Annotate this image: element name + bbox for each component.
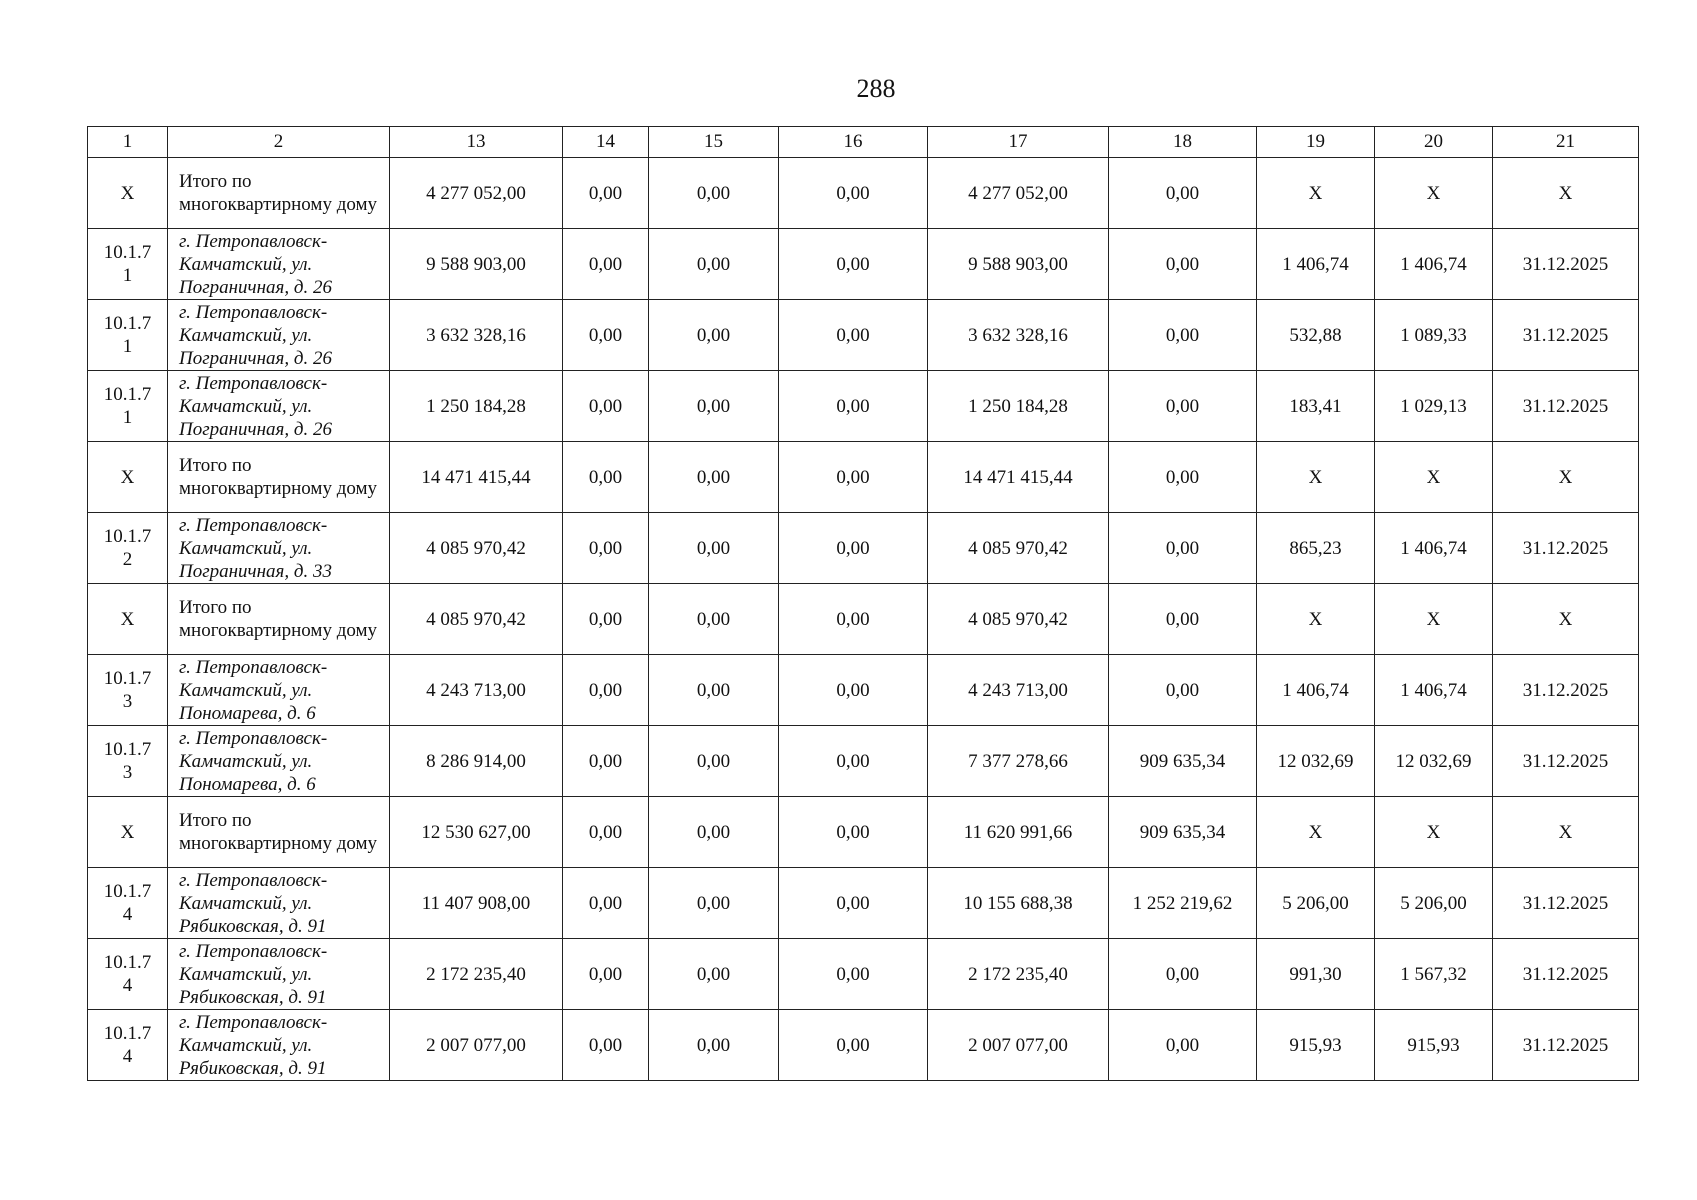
header-cell: 20 bbox=[1375, 127, 1493, 158]
value-cell: 0,00 bbox=[563, 442, 649, 513]
value-cell: 991,30 bbox=[1257, 939, 1375, 1010]
value-cell: 9 588 903,00 bbox=[390, 229, 563, 300]
value-cell: 0,00 bbox=[563, 726, 649, 797]
value-cell: 1 250 184,28 bbox=[390, 371, 563, 442]
value-cell: 0,00 bbox=[649, 1010, 779, 1081]
value-cell: 3 632 328,16 bbox=[928, 300, 1109, 371]
value-cell: X bbox=[1257, 584, 1375, 655]
value-cell: 31.12.2025 bbox=[1493, 371, 1639, 442]
value-cell: 532,88 bbox=[1257, 300, 1375, 371]
value-cell: 0,00 bbox=[649, 584, 779, 655]
value-cell: 0,00 bbox=[779, 797, 928, 868]
value-cell: 4 277 052,00 bbox=[390, 158, 563, 229]
value-cell: 4 243 713,00 bbox=[928, 655, 1109, 726]
table-row bbox=[88, 229, 1639, 300]
value-cell: 4 085 970,42 bbox=[390, 584, 563, 655]
value-cell: 0,00 bbox=[1109, 300, 1257, 371]
value-cell: 12 032,69 bbox=[1257, 726, 1375, 797]
header-row bbox=[88, 127, 1639, 158]
value-cell: 5 206,00 bbox=[1375, 868, 1493, 939]
value-cell: X bbox=[1493, 797, 1639, 868]
address-cell: г. Петропавловск-Камчатский, ул. Пономарева, д. 6 bbox=[168, 655, 390, 726]
value-cell: 0,00 bbox=[649, 229, 779, 300]
address-cell: г. Петропавловск-Камчатский, ул. Пограничная, д. 26 bbox=[168, 229, 390, 300]
value-cell: 2 172 235,40 bbox=[390, 939, 563, 1010]
page-number: 288 bbox=[856, 74, 896, 103]
table-row bbox=[88, 1010, 1639, 1081]
value-cell: 0,00 bbox=[649, 442, 779, 513]
address-cell: г. Петропавловск-Камчатский, ул. Рябиковская, д. 91 bbox=[168, 939, 390, 1010]
value-cell: 0,00 bbox=[649, 158, 779, 229]
value-cell: 0,00 bbox=[779, 584, 928, 655]
value-cell: 0,00 bbox=[779, 371, 928, 442]
value-cell: 0,00 bbox=[563, 939, 649, 1010]
value-cell: X bbox=[1375, 442, 1493, 513]
value-cell: 0,00 bbox=[779, 300, 928, 371]
value-cell: 9 588 903,00 bbox=[928, 229, 1109, 300]
value-cell: 0,00 bbox=[649, 513, 779, 584]
value-cell: 11 407 908,00 bbox=[390, 868, 563, 939]
value-cell: 10 155 688,38 bbox=[928, 868, 1109, 939]
total-row bbox=[88, 584, 1639, 655]
value-cell: 0,00 bbox=[779, 1010, 928, 1081]
value-cell: 2 007 077,00 bbox=[928, 1010, 1109, 1081]
index-cell: 10.1.7 4 bbox=[88, 868, 168, 939]
value-cell: 4 085 970,42 bbox=[390, 513, 563, 584]
header-cell: 14 bbox=[563, 127, 649, 158]
value-cell: 31.12.2025 bbox=[1493, 229, 1639, 300]
value-cell: 0,00 bbox=[563, 655, 649, 726]
value-cell: X bbox=[1375, 584, 1493, 655]
value-cell: 31.12.2025 bbox=[1493, 726, 1639, 797]
value-cell: 0,00 bbox=[563, 868, 649, 939]
index-cell: 10.1.7 4 bbox=[88, 1010, 168, 1081]
header-cell: 13 bbox=[390, 127, 563, 158]
header-cell: 16 bbox=[779, 127, 928, 158]
address-cell: г. Петропавловск-Камчатский, ул. Рябиковская, д. 91 bbox=[168, 868, 390, 939]
value-cell: 0,00 bbox=[563, 513, 649, 584]
value-cell: 2 172 235,40 bbox=[928, 939, 1109, 1010]
total-row bbox=[88, 442, 1639, 513]
value-cell: 0,00 bbox=[563, 158, 649, 229]
value-cell: 0,00 bbox=[563, 229, 649, 300]
value-cell: 4 085 970,42 bbox=[928, 584, 1109, 655]
value-cell: X bbox=[1257, 158, 1375, 229]
value-cell: 909 635,34 bbox=[1109, 726, 1257, 797]
value-cell: 0,00 bbox=[1109, 371, 1257, 442]
value-cell: 4 085 970,42 bbox=[928, 513, 1109, 584]
table-row bbox=[88, 300, 1639, 371]
value-cell: 1 567,32 bbox=[1375, 939, 1493, 1010]
value-cell: 0,00 bbox=[649, 655, 779, 726]
address-cell: г. Петропавловск-Камчатский, ул. Пономарева, д. 6 bbox=[168, 726, 390, 797]
value-cell: X bbox=[1257, 797, 1375, 868]
value-cell: 5 206,00 bbox=[1257, 868, 1375, 939]
value-cell: 0,00 bbox=[563, 300, 649, 371]
value-cell: 1 406,74 bbox=[1375, 655, 1493, 726]
header-cell: 18 bbox=[1109, 127, 1257, 158]
header-cell: 21 bbox=[1493, 127, 1639, 158]
header-cell: 1 bbox=[88, 127, 168, 158]
value-cell: 915,93 bbox=[1257, 1010, 1375, 1081]
index-cell: 10.1.7 4 bbox=[88, 939, 168, 1010]
value-cell: 7 377 278,66 bbox=[928, 726, 1109, 797]
table-row bbox=[88, 513, 1639, 584]
value-cell: 0,00 bbox=[1109, 158, 1257, 229]
value-cell: 3 632 328,16 bbox=[390, 300, 563, 371]
value-cell: 2 007 077,00 bbox=[390, 1010, 563, 1081]
value-cell: 31.12.2025 bbox=[1493, 939, 1639, 1010]
total-label-cell: Итого по многоквартирному дому bbox=[168, 442, 390, 513]
value-cell: 0,00 bbox=[563, 797, 649, 868]
value-cell: 0,00 bbox=[1109, 939, 1257, 1010]
value-cell: 31.12.2025 bbox=[1493, 655, 1639, 726]
value-cell: 0,00 bbox=[649, 797, 779, 868]
value-cell: 1 250 184,28 bbox=[928, 371, 1109, 442]
value-cell: 1 089,33 bbox=[1375, 300, 1493, 371]
value-cell: 0,00 bbox=[649, 371, 779, 442]
header-cell: 2 bbox=[168, 127, 390, 158]
value-cell: 0,00 bbox=[563, 584, 649, 655]
address-cell: г. Петропавловск-Камчатский, ул. Пограничная, д. 33 bbox=[168, 513, 390, 584]
table-body bbox=[88, 127, 1639, 1081]
value-cell: 915,93 bbox=[1375, 1010, 1493, 1081]
value-cell: 31.12.2025 bbox=[1493, 868, 1639, 939]
value-cell: 0,00 bbox=[1109, 513, 1257, 584]
value-cell: 909 635,34 bbox=[1109, 797, 1257, 868]
value-cell: 14 471 415,44 bbox=[390, 442, 563, 513]
value-cell: 0,00 bbox=[649, 726, 779, 797]
value-cell: 0,00 bbox=[649, 939, 779, 1010]
value-cell: 0,00 bbox=[779, 513, 928, 584]
value-cell: 0,00 bbox=[779, 655, 928, 726]
address-cell: г. Петропавловск-Камчатский, ул. Пограничная, д. 26 bbox=[168, 371, 390, 442]
total-label-cell: Итого по многоквартирному дому bbox=[168, 158, 390, 229]
value-cell: 0,00 bbox=[1109, 442, 1257, 513]
value-cell: 1 406,74 bbox=[1375, 229, 1493, 300]
value-cell: 0,00 bbox=[1109, 1010, 1257, 1081]
table-row bbox=[88, 371, 1639, 442]
value-cell: 0,00 bbox=[563, 1010, 649, 1081]
total-label-cell: Итого по многоквартирному дому bbox=[168, 797, 390, 868]
index-cell: 10.1.7 1 bbox=[88, 371, 168, 442]
index-cell: 10.1.7 3 bbox=[88, 726, 168, 797]
value-cell: 0,00 bbox=[1109, 655, 1257, 726]
address-cell: г. Петропавловск-Камчатский, ул. Рябиковская, д. 91 bbox=[168, 1010, 390, 1081]
total-row bbox=[88, 158, 1639, 229]
value-cell: 0,00 bbox=[779, 229, 928, 300]
table-row bbox=[88, 655, 1639, 726]
table-row bbox=[88, 939, 1639, 1010]
value-cell: X bbox=[1493, 442, 1639, 513]
value-cell: 1 406,74 bbox=[1375, 513, 1493, 584]
index-cell: 10.1.7 1 bbox=[88, 300, 168, 371]
index-cell: 10.1.7 1 bbox=[88, 229, 168, 300]
value-cell: X bbox=[1375, 797, 1493, 868]
index-cell: 10.1.7 3 bbox=[88, 655, 168, 726]
value-cell: 0,00 bbox=[779, 939, 928, 1010]
value-cell: 8 286 914,00 bbox=[390, 726, 563, 797]
value-cell: 4 243 713,00 bbox=[390, 655, 563, 726]
index-cell: 10.1.7 2 bbox=[88, 513, 168, 584]
value-cell: 31.12.2025 bbox=[1493, 300, 1639, 371]
value-cell: 0,00 bbox=[779, 442, 928, 513]
index-cell: X bbox=[88, 442, 168, 513]
value-cell: 1 406,74 bbox=[1257, 229, 1375, 300]
header-cell: 15 bbox=[649, 127, 779, 158]
value-cell: 183,41 bbox=[1257, 371, 1375, 442]
value-cell: 0,00 bbox=[1109, 229, 1257, 300]
value-cell: 0,00 bbox=[649, 868, 779, 939]
total-label-cell: Итого по многоквартирному дому bbox=[168, 584, 390, 655]
value-cell: X bbox=[1493, 158, 1639, 229]
index-cell: X bbox=[88, 797, 168, 868]
value-cell: 0,00 bbox=[779, 158, 928, 229]
value-cell: 0,00 bbox=[779, 868, 928, 939]
value-cell: 0,00 bbox=[649, 300, 779, 371]
value-cell: 4 277 052,00 bbox=[928, 158, 1109, 229]
value-cell: X bbox=[1493, 584, 1639, 655]
value-cell: 14 471 415,44 bbox=[928, 442, 1109, 513]
index-cell: X bbox=[88, 158, 168, 229]
value-cell: 31.12.2025 bbox=[1493, 1010, 1639, 1081]
value-cell: X bbox=[1375, 158, 1493, 229]
value-cell: 1 406,74 bbox=[1257, 655, 1375, 726]
value-cell: 0,00 bbox=[779, 726, 928, 797]
value-cell: 31.12.2025 bbox=[1493, 513, 1639, 584]
address-cell: г. Петропавловск-Камчатский, ул. Пограничная, д. 26 bbox=[168, 300, 390, 371]
value-cell: 12 032,69 bbox=[1375, 726, 1493, 797]
header-cell: 17 bbox=[928, 127, 1109, 158]
value-cell: 1 029,13 bbox=[1375, 371, 1493, 442]
value-cell: 11 620 991,66 bbox=[928, 797, 1109, 868]
table-row bbox=[88, 726, 1639, 797]
value-cell: 1 252 219,62 bbox=[1109, 868, 1257, 939]
index-cell: X bbox=[88, 584, 168, 655]
data-table bbox=[87, 126, 1639, 1081]
total-row bbox=[88, 797, 1639, 868]
table-row bbox=[88, 868, 1639, 939]
header-cell: 19 bbox=[1257, 127, 1375, 158]
value-cell: X bbox=[1257, 442, 1375, 513]
value-cell: 865,23 bbox=[1257, 513, 1375, 584]
value-cell: 12 530 627,00 bbox=[390, 797, 563, 868]
value-cell: 0,00 bbox=[563, 371, 649, 442]
value-cell: 0,00 bbox=[1109, 584, 1257, 655]
